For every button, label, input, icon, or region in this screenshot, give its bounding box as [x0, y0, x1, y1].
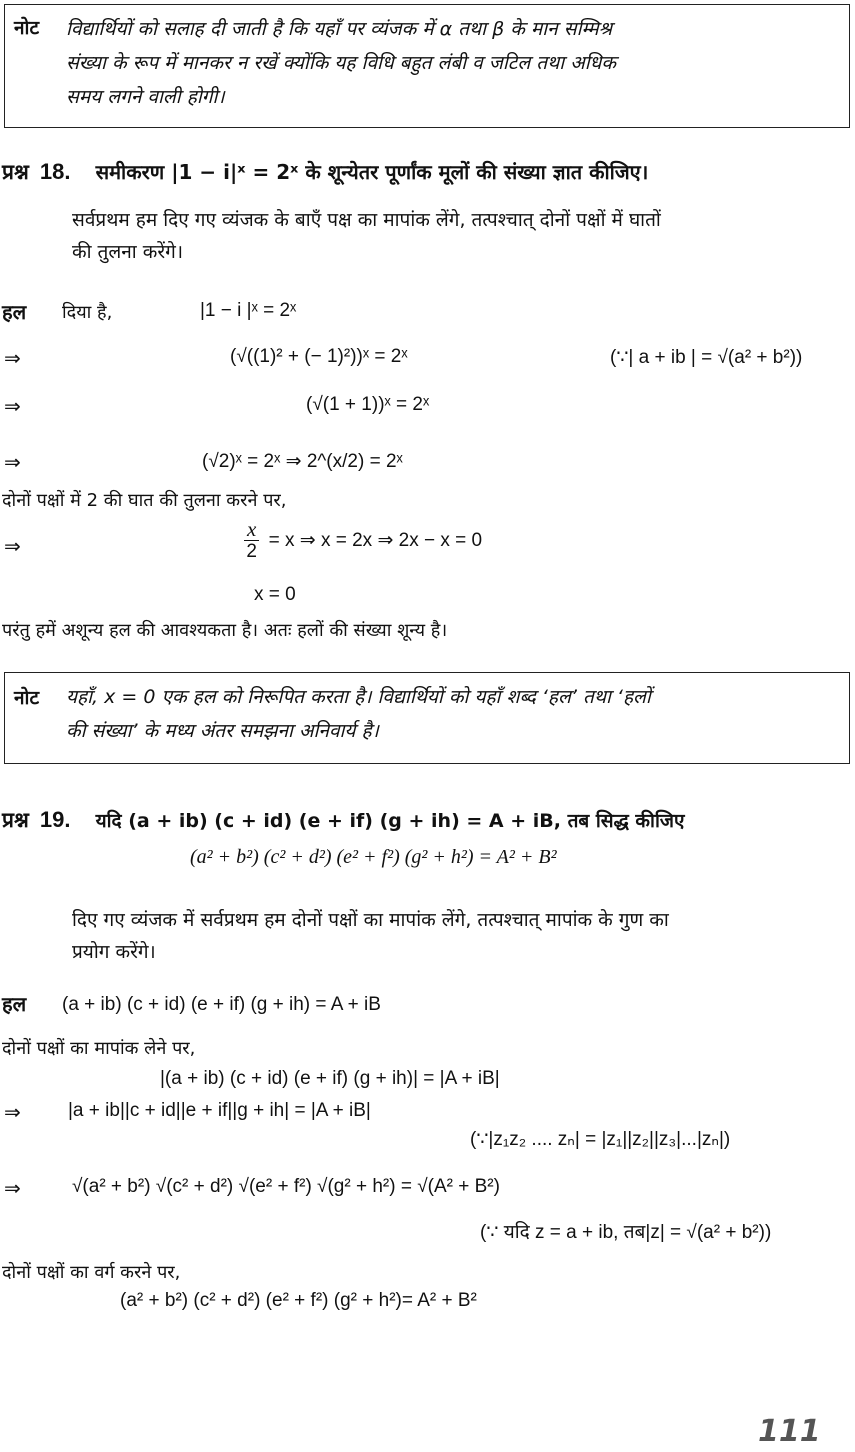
hint-line: दिए गए व्यंजक में सर्वप्रथम हम दोनों पक्षों का मापांक लेंगे, तत्पश्चात् मापांक के गुण का [72, 909, 669, 931]
fraction-numerator: x [244, 518, 259, 541]
equation: √(a² + b²) √(c² + d²) √(e² + f²) √(g² + h²) = √(A² + B²) [72, 1176, 500, 1197]
question-label: प्रश्न [2, 808, 29, 832]
equation-note: (∵ यदि z = a + ib, तब|z| = √(a² + b²)) [480, 1222, 772, 1243]
equation: (a + ib) (c + id) (e + if) (g + ih) = A + iB [62, 994, 381, 1015]
note-line: विद्यार्थियों को सलाह दी जाती है कि यहाँ पर व्यंजक में α तथा β के मान सम्मिश्र [66, 18, 613, 40]
page-number: 111 [758, 1414, 821, 1449]
equation-note: (∵| a + ib | = √(a² + b²)) [610, 347, 803, 368]
question-number: 18. [39, 159, 71, 184]
hint-line: प्रयोग करेंगे। [72, 941, 156, 963]
equation [244, 518, 482, 563]
question-label: प्रश्न [2, 160, 29, 184]
equation: (a² + b²) (c² + d²) (e² + f²) (g² + h²)= A² + B² [120, 1290, 477, 1311]
fraction-denominator: 2 [246, 541, 257, 562]
to-prove-equation: (a² + b²) (c² + d²) (e² + f²) (g² + h²) = A² + B² [190, 846, 557, 868]
question-text: समीकरण |1 − i|ˣ = 2ˣ के शून्येतर पूर्णांक मूलों की संख्या ज्ञात कीजिए। [95, 160, 649, 184]
conclusion-text: परंतु हमें अशून्य हल की आवश्यकता है। अतः हलों की संख्या शून्य है। [2, 620, 448, 641]
implies-arrow: ⇒ [4, 394, 21, 418]
equation: (√(1 + 1))ˣ = 2ˣ [306, 394, 430, 415]
equation: |a + ib||c + id||e + if||g + ih| = |A + iB| [68, 1100, 371, 1121]
question-text: यदि (a + ib) (c + id) (e + if) (g + ih) = A + iB, तब सिद्ध कीजिए [95, 810, 685, 832]
implies-arrow: ⇒ [4, 346, 21, 370]
equation-rest: = x ⇒ x = 2x ⇒ 2x − x = 0 [268, 529, 483, 551]
implies-arrow: ⇒ [4, 450, 21, 474]
modulus-text: दोनों पक्षों का मापांक लेने पर, [2, 1038, 196, 1059]
note-label: नोट [14, 687, 40, 709]
fraction [244, 518, 259, 563]
note-label: नोट [14, 17, 40, 39]
note-line: संख्या के रूप में मानकर न रखें क्योंकि यह विधि बहुत लंबी व जटिल तथा अधिक [66, 52, 616, 74]
equation: |(a + ib) (c + id) (e + if) (g + ih)| = |A + iB| [160, 1068, 500, 1089]
equation: (√((1)² + (− 1)²))ˣ = 2ˣ [230, 346, 408, 367]
given-text: दिया है, [62, 302, 113, 323]
implies-arrow: ⇒ [4, 534, 21, 558]
note-line: यहाँ, x = 0 एक हल को निरूपित करता है। विद्यार्थियों को यहाँ शब्द ‘हल’ तथा ‘हलों [66, 686, 651, 708]
hint-line: सर्वप्रथम हम दिए गए व्यंजक के बाएँ पक्ष का मापांक लेंगे, तत्पश्चात् दोनों पक्षों में घातों [72, 209, 661, 231]
square-text: दोनों पक्षों का वर्ग करने पर, [2, 1262, 181, 1283]
note-line: समय लगने वाली होगी। [66, 86, 225, 108]
compare-text: दोनों पक्षों में 2 की घात की तुलना करने पर, [2, 490, 287, 511]
question-19-heading [2, 806, 684, 834]
equation: x = 0 [254, 584, 296, 605]
hint-line: की तुलना करेंगे। [72, 241, 184, 263]
equation: |1 − i |ˣ = 2ˣ [200, 300, 297, 321]
solution-label: हल [2, 300, 27, 324]
note-line: की संख्या’ के मध्य अंतर समझना अनिवार्य है। [66, 720, 379, 742]
equation: (√2)ˣ = 2ˣ ⇒ 2^(x/2) = 2ˣ [202, 451, 403, 472]
implies-arrow: ⇒ [4, 1176, 21, 1200]
solution-label: हल [2, 992, 27, 1016]
question-number: 19. [39, 807, 71, 832]
implies-arrow: ⇒ [4, 1100, 21, 1124]
question-18-heading [2, 158, 648, 186]
equation-note: (∵|z₁z₂ .... zₙ| = |z₁||z₂||z₃|...|zₙ|) [470, 1129, 731, 1150]
